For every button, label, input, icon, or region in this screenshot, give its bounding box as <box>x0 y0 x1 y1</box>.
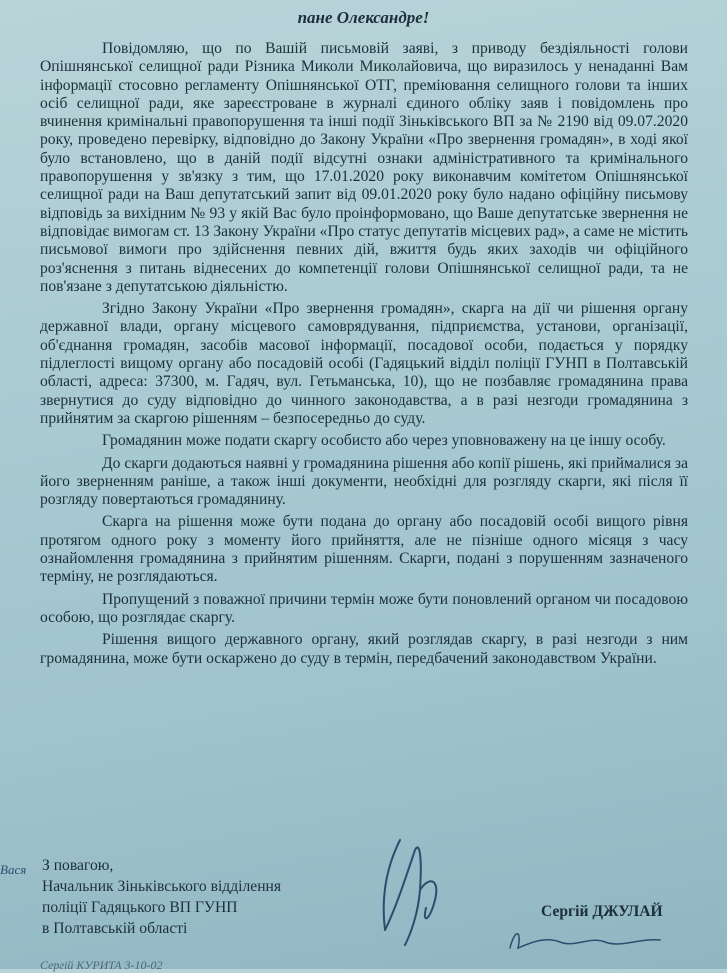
letter-body <box>40 40 688 672</box>
signatory-name: Сергій ДЖУЛАЙ <box>541 903 663 920</box>
paragraph-complaint-rule: Згідно Закону України «Про звернення громадян», скарга на дії чи рішення органу державної влади, органу місцевого самоврядування, підприємства, установи, організації, об'єднання громадян, засобів масової інформації, посадової особи, подається у порядку підлеглості вищому органу або посадовій особі (Гадяцький відділ поліції ГУНП в Полтавській області, адреса: 37300, м. Гадяч, вул. Гетьманська, 10), що не позбавляє громадянина права звернутися до суду відповідно до чинного законодавства, а в разі незгоди громадянина з прийнятим за скаргою рішенням – безпосередньо до суду. <box>40 300 688 427</box>
closing-block <box>42 855 281 939</box>
paragraph-renewal: Пропущений з поважної причини термін може бути поновлений органом чи посадовою особою, що розглядає скаргу. <box>40 590 688 626</box>
closing-position-line2: поліції Гадяцького ВП ГУНП <box>42 899 238 916</box>
paragraph-personal-submission: Громадянин може подати скаргу особисто або через уповноважену на це іншу особу. <box>102 432 666 450</box>
greeting: пане Олександре! <box>297 8 430 27</box>
paragraph-main: Повідомляю, що по Вашій письмовій заяві, з приводу бездіяльності голови Опішнянської селищної ради Різника Миколи Миколайовича, що виразилось у ненаданні Вам інформації стосовно регламенту Опішнянської ОТГ, преміювання селищного голови та інших осіб селищної ради, яке зареєстроване в журналі єдиного обліку заяв і повідомлень про вчинення кримінальні правопорушення та інші події Зіньківського ВП за № 2190 від 09.07.2020 року, проведено перевірку, відповідно до Закону України «Про звернення громадян», в ході якої було встановлено, що в даній події відсутні ознаки адміністративного та кримінального правопорушення у зв'язку з тим, що 17.01.2020 року виконавчим комітетом Опішнянської селищної ради на Ваш депутатський запит від 09.01.2020 року було надано офіційну письмову відповідь за вихідним № 93 у якій Вас було проінформовано, що Ваше депутатське звернення не відповідає вимогам ст. 13 Закону України «Про статус депутатів місцевих рад», а саме не містить письмової вимоги про здійснення певних дій, вжиття будь яких заходів чи офіційного роз'яснення з питань віднесених до компетенції голови Опішнянської селищної ради, та не пов'язане з депутатською діяльністю. <box>40 40 688 295</box>
signature-flourish <box>500 918 670 958</box>
margin-note: Вася <box>0 862 27 877</box>
paragraph-court-appeal: Рішення вищого державного органу, який розглядав скаргу, в разі незгоди з ним громадянина, може бути оскаржено до суду в термін, передбачений законодавством України. <box>40 631 688 667</box>
footer-note: Сергій КУРИТА 3-10-02 <box>40 958 163 972</box>
closing-position-line1: Начальник Зіньківського відділення <box>42 878 282 895</box>
paragraph-attachments: До скарги додаються наявні у громадянина рішення або копії рішень, які приймалися за його зверненням раніше, а також інші документи, необхідні для розгляду скарги, які після її розгляду повертаються громадянину. <box>40 454 688 509</box>
paragraph-deadline: Скарга на рішення може бути подана до органу або посадовій особі вищого рівня протягом одного року з моменту його прийняття, але не пізніше одного місяця з часу ознайомлення громадянина з прийнятим рішенням. Скарги, подані з порушенням зазначеного терміну, не розглядаються. <box>40 513 688 586</box>
closing-regards: З повагою, <box>42 857 114 874</box>
closing-position-line3: в Полтавській області <box>42 920 188 937</box>
handwritten-signature <box>360 820 480 950</box>
